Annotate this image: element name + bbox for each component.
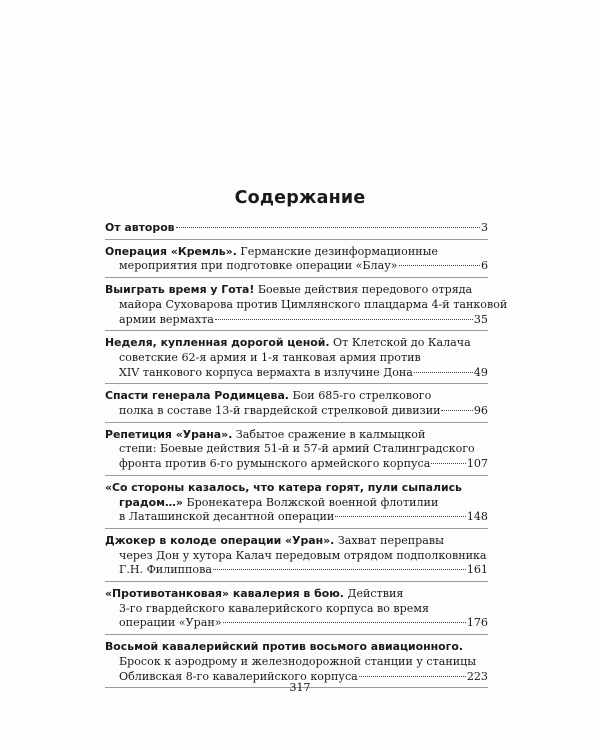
toc-page-number: 49: [473, 365, 488, 379]
toc-entry-description: Забытое сражение в калмыцкой: [232, 427, 426, 441]
toc-page-number: 176: [466, 616, 488, 630]
toc-entry-title: Джокер в колоде операции «Уран».: [105, 533, 335, 547]
toc-entry-line: [105, 297, 508, 313]
toc-entry: [105, 245, 488, 278]
toc-page-number: 96: [473, 404, 488, 418]
toc-entry-description: Германские дезинформационные: [236, 244, 438, 258]
dot-leader: [431, 463, 465, 464]
toc-entry-line: [105, 510, 488, 525]
toc-entry-text: [119, 404, 440, 419]
toc-entry-description: Бросок к аэродрому и железнодорожной станции у станицы: [119, 654, 477, 668]
toc-entry-title: От авторов: [105, 221, 175, 234]
toc-entry: [105, 221, 488, 240]
toc-entry-line: [105, 366, 488, 381]
toc-entry-description: в Латашинской десантной операции: [119, 510, 335, 524]
toc-entry: [105, 283, 508, 331]
toc-entry-text: [105, 534, 444, 547]
toc-entry-description: Бронекатера Волжской военной флотилии: [182, 495, 439, 509]
toc-entry: [105, 587, 488, 635]
toc-entry-text: [105, 221, 175, 236]
toc-entry-description: Действия: [343, 587, 404, 601]
toc-entry-description: мероприятия при подготовке операции «Блау»: [119, 259, 398, 273]
toc-entry-text: [119, 259, 398, 274]
toc-entry-description: советские 62-я армия и 1-я танковая армия против: [119, 350, 421, 364]
toc-entry-title: Выиграть время у Гота!: [105, 283, 255, 297]
toc-entry-description: через Дон у хутора Калач передовым отрядом подполковника: [119, 548, 487, 562]
toc-entry-text: [119, 510, 334, 525]
toc-entry-text: [105, 389, 431, 402]
dot-leader: [414, 372, 473, 373]
toc-entry-line: [105, 587, 488, 602]
toc-entry: [105, 534, 488, 582]
toc-entry-line: [105, 442, 488, 457]
toc-entry-description: 3-го гвардейского кавалерийского корпуса во время: [119, 601, 429, 615]
toc-entry-line: [105, 549, 488, 564]
toc-page-number: 107: [466, 457, 488, 471]
toc-entry-description: полка в составе 13-й гвардейской стрелковой дивизии: [119, 404, 441, 418]
dot-leader: [335, 516, 466, 517]
dot-leader: [399, 265, 480, 266]
toc-entry-line: [105, 496, 488, 511]
toc-entry-line: [105, 351, 488, 366]
dot-leader: [359, 676, 466, 677]
toc-entry-title: Неделя, купленная дорогой ценой.: [105, 336, 330, 350]
toc-entry-text: [119, 602, 429, 615]
toc-entry-line: [105, 655, 488, 670]
toc-entry-line: [105, 457, 488, 472]
toc-entry-title: градом…»: [119, 495, 183, 509]
toc-entry-description: майора Суховарова против Цимлянского плацдарма 4-й танковой: [119, 297, 508, 311]
dot-leader: [176, 227, 480, 228]
toc-entry-text: [119, 366, 413, 381]
toc-entry: [105, 428, 488, 476]
toc-entry-description: степи: Боевые действия 51-й и 57-й армий Сталинградского: [119, 442, 475, 456]
toc-entry-line: [105, 428, 488, 443]
toc-entry-line: [105, 481, 488, 496]
toc-entry-text: [119, 442, 475, 455]
toc-entry-text: [105, 428, 425, 441]
toc-entry-line: [105, 616, 488, 631]
dot-leader: [213, 569, 466, 570]
toc-entry-text: [119, 457, 430, 472]
toc-entry-text: [119, 616, 222, 631]
toc-entry-description: Захват переправы: [334, 533, 444, 547]
table-of-contents: [105, 221, 508, 693]
toc-entry-title: Спасти генерала Родимцева.: [105, 389, 289, 403]
toc-entry-line: [105, 563, 488, 578]
toc-entry-text: [105, 481, 462, 494]
page-number: 317: [289, 681, 311, 694]
toc-entry-text: [119, 313, 214, 328]
dot-leader: [223, 622, 466, 623]
toc-entry-text: [119, 563, 212, 578]
dot-leader: [441, 410, 472, 411]
toc-entry-text: [105, 587, 403, 600]
toc-entry: [105, 389, 488, 422]
toc-entry-title: Операция «Кремль».: [105, 244, 237, 258]
toc-entry-text: [105, 245, 438, 258]
toc-entry-line: [105, 221, 488, 236]
toc-entry-line: [105, 259, 488, 274]
toc-entry-line: [105, 389, 488, 404]
toc-entry: [105, 481, 488, 529]
toc-entry-title: Репетиция «Урана».: [105, 427, 233, 441]
toc-entry-text: [105, 640, 463, 653]
toc-entry-description: От Клетской до Калача: [329, 336, 471, 350]
toc-entry-description: Г.Н. Филиппова: [119, 563, 212, 577]
toc-entry-line: [105, 336, 488, 351]
toc-entry-line: [105, 640, 488, 655]
toc-page-number: 35: [473, 312, 488, 326]
dot-leader: [215, 319, 473, 320]
toc-entry-text: [105, 283, 472, 296]
toc-entry-description: Боевые действия передового отряда: [254, 283, 473, 297]
toc-page-number: 148: [466, 510, 488, 524]
page-title: Содержание: [234, 188, 366, 208]
toc-entry-text: [119, 655, 476, 668]
toc-page-number: 161: [466, 563, 488, 577]
toc-entry-text: [105, 336, 471, 349]
toc-page-number: 223: [466, 669, 488, 683]
toc-entry: [105, 336, 488, 384]
toc-entry-description: Бои 685-го стрелкового: [288, 389, 432, 403]
toc-entry-description: операции «Уран»: [119, 616, 222, 630]
toc-entry-title: «Противотанковая» кавалерия в бою.: [105, 587, 344, 601]
toc-entry-text: [119, 496, 438, 509]
toc-entry-line: [105, 404, 488, 419]
toc-page-number: 3: [480, 221, 488, 234]
toc-entry-description: фронта против 6-го румынского армейского корпуса: [119, 457, 431, 471]
toc-entry-description: армии вермахта: [119, 312, 214, 326]
toc-page-number: 6: [480, 259, 488, 273]
toc-entry-text: [119, 351, 421, 364]
toc-entry-line: [105, 313, 488, 328]
toc-entry-description: XIV танкового корпуса вермахта в излучине Дона: [119, 365, 413, 379]
toc-entry-description: Обливская 8-го кавалерийского корпуса: [119, 669, 358, 683]
toc-entry-title: «Со стороны казалось, что катера горят, пули сыпались: [105, 480, 462, 494]
toc-entry-title: Восьмой кавалерийский против восьмого авиационного.: [105, 640, 463, 654]
toc-entry-line: [105, 602, 488, 617]
toc-entry-line: [105, 534, 488, 549]
toc-entry-text: [119, 298, 507, 311]
toc-entry-text: [119, 549, 487, 562]
toc-entry-line: [105, 283, 488, 298]
toc-entry-line: [105, 245, 488, 260]
